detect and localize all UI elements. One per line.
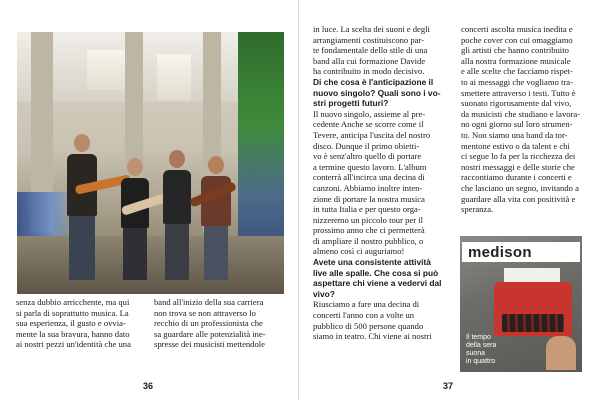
text-line: zione di portare la nostra musica — [313, 193, 425, 204]
text-line: arrangiamenti costituiscono par- — [313, 34, 425, 45]
text-line: pubblico di 500 persone quando — [313, 320, 424, 331]
text-line: prossimo anno che ci permetterà — [313, 225, 425, 236]
text-line: che lasciano un segno, invitando a — [461, 182, 579, 193]
question-line: Avete una consistente attività — [313, 257, 431, 268]
text-line: ha contribuito in modo decisivo. — [313, 66, 425, 77]
text-line: suonato rigorosamente dal vivo, — [461, 98, 572, 109]
right-column-1 — [313, 24, 455, 342]
question-line: Di che cosa è l'anticipazione il — [313, 76, 434, 87]
text-line: ci segue lo fa per la ricchezza dei — [461, 151, 576, 162]
question-line: vivo? — [313, 288, 335, 299]
text-line: spresse dei musicisti mettendole — [154, 339, 265, 350]
question-line: stri progetti futuri? — [313, 98, 389, 109]
text-line: concerti ascolta musica inedita e — [461, 24, 573, 34]
medison-advertisement[interactable] — [460, 236, 582, 372]
left-column-2 — [154, 297, 288, 350]
question-line: nuovo singolo? Quali sono i vo- — [313, 87, 441, 98]
left-page — [0, 0, 299, 400]
text-line: band all'inizio della sua carriera — [154, 297, 264, 307]
text-line: smettere attraverso i testi. Tutto è — [461, 87, 576, 98]
text-line: guardare alla vita con positività e — [461, 193, 576, 204]
slogan-line: della sera — [466, 342, 497, 349]
text-line: senza dubbio arricchente, ma qui — [16, 297, 130, 307]
text-line: nostri messaggi e delle storie che — [461, 161, 575, 172]
text-line: raccontiamo durante i concerti e — [461, 172, 572, 183]
text-line: sua esperienza, il gusto e ovvia- — [16, 318, 126, 329]
musician-4 — [201, 156, 231, 280]
slogan-line: Il tempo — [466, 334, 491, 341]
musician-2 — [121, 158, 149, 280]
hand-graphic — [546, 336, 576, 370]
text-line: si parla di soprattutto musica. La — [16, 307, 129, 318]
text-line: siamo in teatro. Chi viene ai nostri — [313, 331, 432, 342]
text-line: mentone estivo o da talent e chi — [461, 140, 570, 151]
text-line: e alle scelte che facciamo rispet- — [461, 66, 573, 77]
text-line: da musicisti che studiano e lavora- — [461, 108, 581, 119]
text-line: to ai messaggi che vogliamo tra- — [461, 76, 573, 87]
text-line: speranza. — [461, 204, 494, 215]
right-column-2 — [461, 24, 589, 215]
text-line: di ampliare il nostro pubblico, o — [313, 235, 424, 246]
text-line: vo è senz'altro quello di portare — [313, 151, 422, 162]
text-line: in luce. La scelta dei suoni e degli — [313, 24, 430, 34]
brand-logo: medison — [468, 244, 532, 261]
text-line: sa guardare alle potenzialità ine- — [154, 328, 266, 339]
text-line: cedente Anche se scorre come il — [313, 119, 424, 130]
text-line: concerti l'anno con a volte un — [313, 310, 415, 321]
question-line: live alle spalle. Che cosa si può — [313, 267, 439, 278]
typewriter-keys-graphic — [502, 314, 564, 332]
text-line: to. Non siamo una band da tor- — [461, 129, 568, 140]
text-line: a termine questo lavoro. L'album — [313, 161, 427, 172]
text-line: almeno così ci auguriamo! — [313, 246, 405, 257]
page-number: 37 — [443, 381, 454, 391]
text-line: alla nostra formazione musicale — [461, 55, 571, 66]
text-line: recchio di un professionista che — [154, 318, 263, 329]
left-column-1 — [16, 297, 142, 350]
text-line: in tutta Italia e per questo orga- — [313, 204, 421, 215]
text-line: ai nostri pezzi un'identità che una — [16, 339, 131, 350]
text-line: gli artisti che hanno contribuito — [461, 45, 569, 56]
text-line: Il nuovo singolo, assieme al pre- — [313, 108, 426, 119]
text-line: disco. Dunque il primo obietti- — [313, 140, 420, 151]
text-line: poche cover con cui omaggiamo — [461, 34, 573, 45]
question-line: aspettare chi viene a vedervi dal — [313, 278, 442, 289]
logo-box — [462, 242, 580, 262]
slogan-line: in quattro — [466, 358, 496, 365]
text-line: Riusciamo a fare una decina di — [313, 299, 420, 310]
text-line: mente la sua bravura, hanno dato — [16, 328, 130, 339]
text-line: Tevere, anticipa l'uscita del nostro — [313, 129, 431, 140]
text-line: no ogni giorno sul loro strumen- — [461, 119, 573, 130]
musician-3 — [163, 150, 191, 280]
text-line: non trova se non attraverso lo — [154, 307, 256, 318]
text-line: nizzeremo un piccolo tour per il — [313, 214, 424, 225]
slogan-line: suona — [466, 350, 486, 357]
musician-1 — [67, 134, 97, 280]
ad-slogan — [466, 334, 522, 366]
text-line: band alla cui formazione Davide — [313, 55, 426, 66]
text-line: conterrà all'incirca una decina di — [313, 172, 425, 183]
text-line: canzoni. Abbiamo inoltre inten- — [313, 182, 423, 193]
page-number: 36 — [143, 381, 154, 391]
text-line: te fondamentale dello stile di una — [313, 45, 428, 56]
band-photo — [17, 32, 284, 294]
